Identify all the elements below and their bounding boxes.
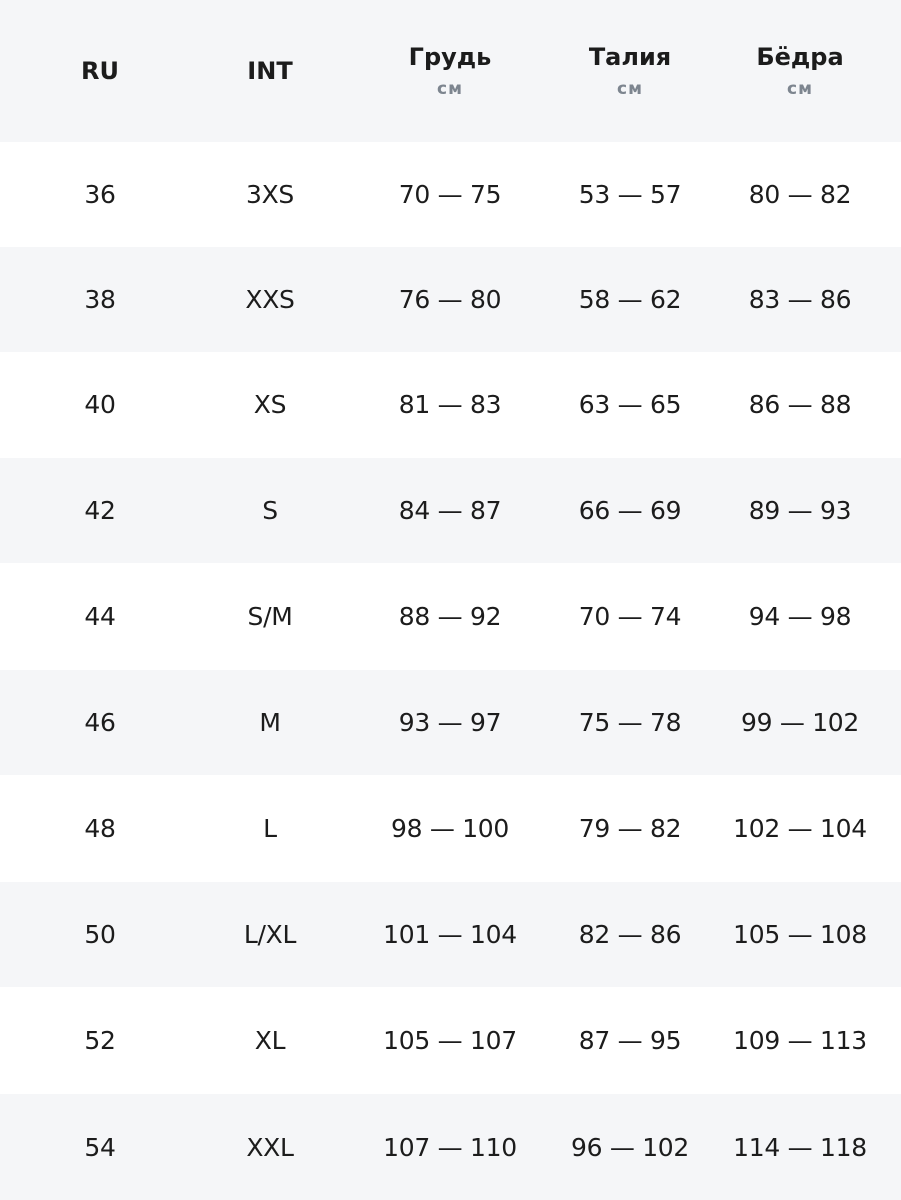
table-header xyxy=(0,0,901,142)
cell-chest: 101 — 104 xyxy=(383,920,517,949)
cell-ru: 48 xyxy=(84,814,116,843)
cell-waist: 75 — 78 xyxy=(578,708,682,737)
cell-int: XXL xyxy=(246,1132,294,1162)
cell-int: S/M xyxy=(247,602,293,631)
cell-waist: 63 — 65 xyxy=(578,390,682,419)
cell-chest: 105 — 107 xyxy=(383,1026,517,1055)
cell-int: S xyxy=(262,496,278,525)
table-row xyxy=(0,142,901,247)
cell-ru: 52 xyxy=(84,1026,116,1055)
cell-hips: 109 — 113 xyxy=(733,1026,867,1055)
cell-ru: 38 xyxy=(84,285,116,314)
cell-chest: 76 — 80 xyxy=(398,285,502,314)
header-ru xyxy=(40,0,160,142)
header-int xyxy=(210,0,330,142)
table-row xyxy=(0,564,901,669)
cell-waist: 53 — 57 xyxy=(578,180,682,209)
header-chest-label: Грудь xyxy=(408,43,492,71)
cell-hips: 83 — 86 xyxy=(748,285,852,314)
cell-waist: 58 — 62 xyxy=(578,285,682,314)
table-row xyxy=(0,1094,901,1200)
cell-ru: 46 xyxy=(84,708,116,737)
header-int-label: INT xyxy=(247,57,293,85)
table-row xyxy=(0,882,901,987)
cell-chest: 70 — 75 xyxy=(398,180,502,209)
cell-hips: 86 — 88 xyxy=(748,390,852,419)
cell-ru: 44 xyxy=(84,602,116,631)
cell-int: M xyxy=(259,708,281,737)
table-row xyxy=(0,776,901,881)
table-row xyxy=(0,670,901,775)
cell-int: XL xyxy=(254,1026,286,1055)
cell-waist: 87 — 95 xyxy=(578,1026,682,1055)
header-hips-label: Бёдра xyxy=(756,43,844,71)
cell-int: XXS xyxy=(245,285,295,314)
header-ru-label: RU xyxy=(81,57,119,85)
table-row xyxy=(0,352,901,457)
header-waist-label: Талия xyxy=(588,43,672,71)
cell-hips: 114 — 118 xyxy=(733,1132,867,1162)
cell-waist: 79 — 82 xyxy=(578,814,682,843)
cell-int: L/XL xyxy=(243,920,297,949)
header-chest xyxy=(360,0,540,156)
cell-ru: 40 xyxy=(84,390,116,419)
table-row xyxy=(0,458,901,563)
header-waist-unit: см xyxy=(617,79,643,99)
header-hips-unit: см xyxy=(787,79,813,99)
cell-int: L xyxy=(263,814,277,843)
cell-chest: 98 — 100 xyxy=(390,814,510,843)
cell-hips: 94 — 98 xyxy=(748,602,852,631)
cell-chest: 93 — 97 xyxy=(398,708,502,737)
header-waist xyxy=(540,0,720,156)
table-row xyxy=(0,247,901,352)
cell-hips: 102 — 104 xyxy=(733,814,867,843)
cell-chest: 107 — 110 xyxy=(383,1132,517,1162)
cell-int: XS xyxy=(253,390,287,419)
cell-chest: 88 — 92 xyxy=(398,602,502,631)
cell-ru: 54 xyxy=(84,1132,116,1162)
table-row xyxy=(0,988,901,1093)
header-hips xyxy=(710,0,890,156)
cell-waist: 82 — 86 xyxy=(578,920,682,949)
cell-waist: 70 — 74 xyxy=(578,602,682,631)
cell-hips: 99 — 102 xyxy=(740,708,860,737)
cell-waist: 66 — 69 xyxy=(578,496,682,525)
cell-ru: 50 xyxy=(84,920,116,949)
cell-ru: 36 xyxy=(84,180,116,209)
cell-hips: 105 — 108 xyxy=(733,920,867,949)
cell-hips: 80 — 82 xyxy=(748,180,852,209)
cell-ru: 42 xyxy=(84,496,116,525)
cell-hips: 89 — 93 xyxy=(748,496,852,525)
cell-chest: 81 — 83 xyxy=(398,390,502,419)
cell-waist: 96 — 102 xyxy=(570,1132,690,1162)
cell-chest: 84 — 87 xyxy=(398,496,502,525)
header-chest-unit: см xyxy=(437,79,463,99)
cell-int: 3XS xyxy=(245,180,294,209)
